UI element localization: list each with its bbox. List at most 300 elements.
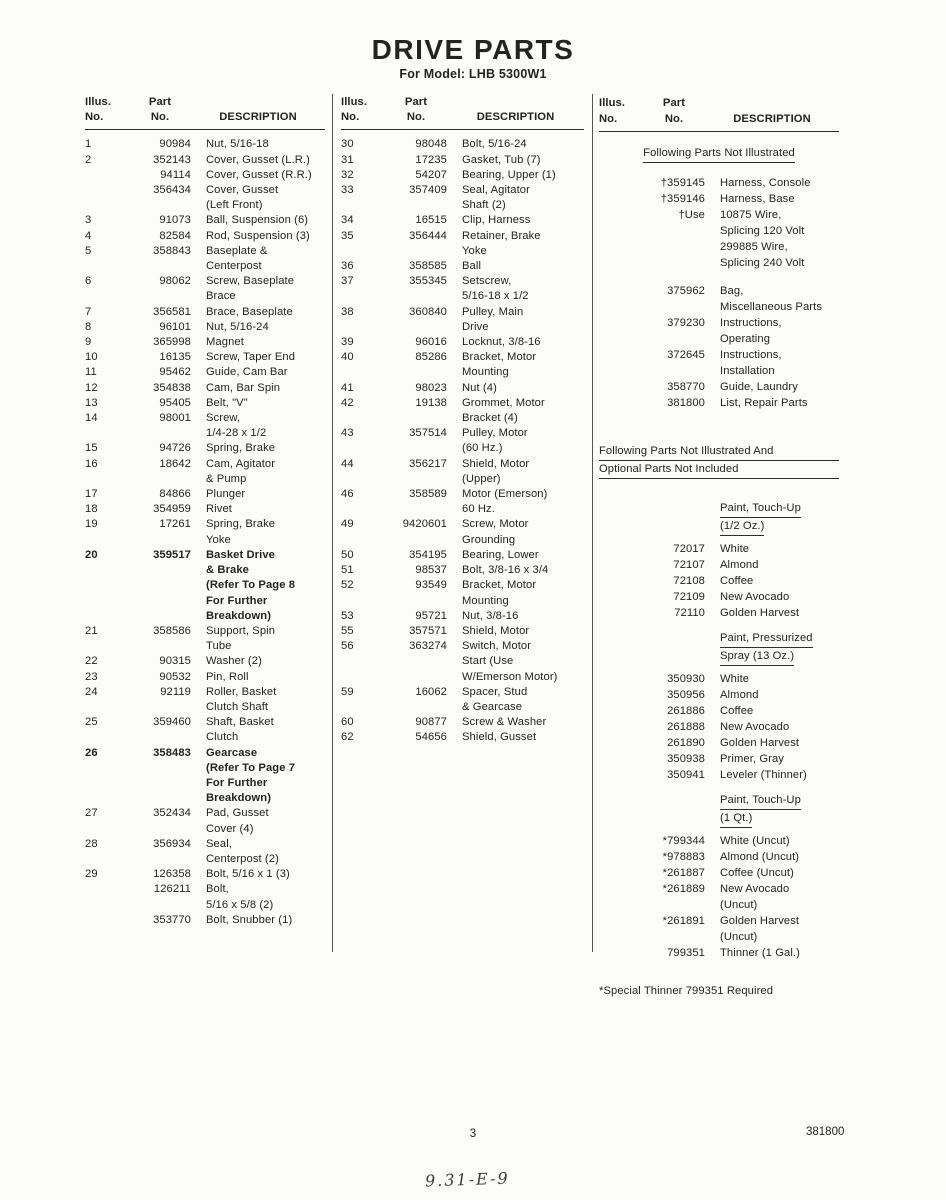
part-no-cell: 358585	[409, 260, 447, 273]
description-header: DESCRIPTION	[476, 111, 555, 124]
description-line: (Uncut)	[720, 931, 758, 943]
part-no-cell: 357514	[409, 427, 447, 440]
part-no-cell: 358483	[153, 746, 191, 759]
part-no-cell: 82584	[159, 229, 191, 242]
description-cell	[705, 703, 891, 719]
description-cell	[705, 767, 891, 783]
description-line: Plunger	[206, 488, 246, 501]
description-line: Cover (4)	[206, 822, 254, 835]
table-row	[599, 735, 891, 751]
section-header	[599, 145, 839, 163]
description-cell	[447, 274, 584, 304]
part-no-cell: 261886	[667, 705, 705, 717]
illus-no-cell: 12	[85, 381, 98, 394]
table-row	[85, 624, 325, 654]
description-cell	[447, 730, 584, 745]
table-row	[341, 213, 584, 228]
part-no-cell: 54207	[415, 168, 447, 181]
description-cell	[447, 715, 584, 730]
illus-no-cell: 44	[341, 457, 354, 470]
description-line: Thinner (1 Gal.)	[720, 947, 800, 959]
description-cell	[705, 735, 891, 751]
description-line: Installation	[720, 365, 775, 377]
table-row	[85, 441, 325, 456]
part-no-cell: 85286	[415, 351, 447, 364]
table-row	[341, 715, 584, 730]
subheader-line: (1 Qt.)	[720, 810, 891, 828]
table-row	[85, 365, 325, 380]
description-line: Nut (4)	[462, 381, 497, 394]
illus-no-cell: 26	[85, 746, 98, 759]
description-line: Coffee (Uncut)	[720, 867, 794, 879]
page-title: DRIVE PARTS	[371, 34, 575, 65]
table-row	[341, 578, 584, 608]
description-cell	[705, 865, 891, 881]
doc-number: 381800	[806, 1126, 845, 1138]
illus-no-cell: 1	[85, 138, 92, 151]
part-no-cell: 356581	[153, 305, 191, 318]
illus-no-cell	[599, 207, 643, 271]
table-row	[341, 335, 584, 350]
part-no-cell: 90532	[159, 670, 191, 683]
description-line: Shaft (2)	[462, 199, 506, 212]
description-cell	[705, 347, 891, 379]
description-line: Gearcase	[206, 746, 258, 759]
part-no-cell: 16062	[415, 685, 447, 698]
table-header	[599, 95, 839, 132]
description-cell	[447, 685, 584, 715]
part-no-cell: 98048	[415, 138, 447, 151]
description-cell	[447, 259, 584, 274]
description-line: Bearing, Upper (1)	[462, 168, 556, 181]
illus-no-cell: 42	[341, 396, 354, 409]
illus-no-cell	[599, 767, 643, 783]
description-cell	[191, 548, 325, 624]
spacer	[599, 411, 891, 437]
table-row	[599, 589, 891, 605]
part-no-cell: 357571	[409, 624, 447, 637]
description-line: Almond	[720, 689, 759, 701]
description-line: Bearing, Lower	[462, 548, 539, 561]
table-header	[341, 95, 584, 130]
section-header	[599, 443, 891, 479]
description-line: Brace, Baseplate	[206, 305, 293, 318]
description-line: Instructions,	[720, 349, 782, 361]
table-row	[85, 335, 325, 350]
part-no-cell: 381800	[667, 397, 705, 409]
description-cell	[447, 578, 584, 608]
description-cell	[191, 746, 325, 807]
table-row	[341, 168, 584, 183]
description-line: Spring, Brake	[206, 518, 276, 531]
description-line: Bag,	[720, 285, 744, 297]
description-line: (60 Hz.)	[462, 442, 503, 455]
subheader-line: Spray (13 Oz.)	[720, 648, 891, 666]
table-row	[341, 259, 584, 274]
description-cell	[705, 605, 891, 621]
illus-no-cell: 27	[85, 807, 98, 820]
table-row	[341, 350, 584, 380]
subheader-line: Paint, Touch-Up	[720, 792, 891, 810]
illus-no-header	[599, 95, 643, 127]
description-line: Coffee	[720, 705, 754, 717]
description-cell	[191, 168, 325, 183]
description-line: Pin, Roll	[206, 670, 249, 683]
description-line: Cam, Bar Spin	[206, 381, 281, 394]
description-line: 60 Hz.	[462, 503, 495, 516]
description-cell	[705, 751, 891, 767]
description-cell	[705, 175, 891, 191]
description-cell	[191, 517, 325, 547]
description-cell	[447, 213, 584, 228]
description-cell	[191, 320, 325, 335]
table-row	[341, 153, 584, 168]
parts-table-body	[341, 130, 584, 745]
table-row	[599, 703, 891, 719]
description-cell	[191, 305, 325, 320]
table-row	[341, 274, 584, 304]
part-no-cell: †359145	[660, 177, 705, 189]
part-no-cell: 126358	[153, 868, 191, 881]
description-cell	[191, 350, 325, 365]
illus-no-cell	[599, 833, 643, 849]
description-cell	[447, 563, 584, 578]
illus-no-cell: 31	[341, 153, 354, 166]
part-header-line1: Part	[662, 97, 686, 109]
table-row	[599, 207, 891, 271]
part-no-cell: 19138	[415, 396, 447, 409]
table-row	[85, 517, 325, 547]
table-row	[85, 168, 325, 183]
description-line: Centerpost (2)	[206, 852, 279, 865]
table-row	[85, 396, 325, 411]
description-line: Screw, Baseplate	[206, 275, 295, 288]
illus-no-cell	[599, 175, 643, 191]
description-cell	[447, 639, 584, 685]
part-no-cell: 360840	[409, 305, 447, 318]
description-line: Clip, Harness	[462, 214, 531, 227]
part-no-cell: 72017	[673, 543, 705, 555]
illus-no-cell: 14	[85, 412, 98, 425]
description-line: (Left Front)	[206, 199, 263, 212]
table-row	[341, 305, 584, 335]
parts-table-body	[85, 130, 325, 928]
table-row	[85, 137, 325, 152]
illus-no-cell: 10	[85, 351, 98, 364]
part-no-header	[643, 95, 705, 127]
table-row	[341, 457, 584, 487]
description-line: Operating	[720, 333, 771, 345]
description-line: Almond	[720, 559, 759, 571]
description-line: Pad, Gusset	[206, 807, 269, 820]
description-line: Golden Harvest	[720, 737, 800, 749]
part-no-cell: 359517	[153, 548, 191, 561]
description-line: Pulley, Main	[462, 305, 524, 318]
description-line: (Refer To Page 8	[206, 579, 296, 592]
illus-no-cell	[85, 882, 129, 912]
part-no-cell: 98001	[159, 412, 191, 425]
description-line: Screw, Taper End	[206, 351, 296, 364]
description-line: Rod, Suspension (3)	[206, 229, 310, 242]
description-cell	[705, 541, 891, 557]
doc-header	[0, 34, 946, 81]
part-no-cell: 93549	[415, 579, 447, 592]
description-line: New Avocado	[720, 721, 790, 733]
table-row	[85, 183, 325, 213]
description-line: Setscrew,	[462, 275, 512, 288]
part-no-cell: 126211	[153, 883, 191, 896]
description-line: Splicing 240 Volt	[720, 257, 805, 269]
description-line: For Further	[206, 776, 268, 789]
description-cell	[705, 881, 891, 913]
table-row	[85, 867, 325, 882]
description-line: Grounding	[462, 533, 516, 546]
description-cell	[191, 441, 325, 456]
part-no-cell: 9420601	[402, 518, 447, 531]
description-cell	[705, 283, 891, 315]
description-line: Baseplate &	[206, 244, 268, 257]
description-cell	[191, 183, 325, 213]
illus-no-cell	[85, 168, 129, 183]
description-line: & Gearcase	[462, 700, 523, 713]
illus-no-cell: 32	[341, 168, 354, 181]
description-line: Yoke	[462, 244, 487, 257]
illus-no-cell	[599, 379, 643, 395]
part-no-cell: 72107	[673, 559, 705, 571]
table-row	[599, 175, 891, 191]
illus-no-cell: 22	[85, 655, 98, 668]
table-row	[85, 548, 325, 624]
table-row	[599, 395, 891, 411]
description-line: Bracket (4)	[462, 412, 518, 425]
description-line: (Refer To Page 7	[206, 761, 296, 774]
part-no-cell: 94726	[159, 442, 191, 455]
description-cell	[191, 502, 325, 517]
table-header	[85, 95, 325, 130]
table-row	[341, 639, 584, 685]
part-no-cell: 91073	[159, 214, 191, 227]
part-no-cell: 356217	[409, 457, 447, 470]
part-no-cell: 16135	[159, 351, 191, 364]
part-header-line2: No.	[150, 111, 170, 124]
description-cell	[447, 517, 584, 547]
table-row	[599, 379, 891, 395]
illus-no-cell	[599, 865, 643, 881]
table-row	[341, 396, 584, 426]
description-line: Seal, Agitator	[462, 184, 530, 197]
description-line: Grommet, Motor	[462, 396, 545, 409]
part-no-cell: 356934	[153, 837, 191, 850]
table-row	[341, 563, 584, 578]
description-line: Bracket, Motor	[462, 579, 537, 592]
parts-table-body	[599, 132, 891, 999]
description-cell	[191, 381, 325, 396]
description-cell	[447, 350, 584, 380]
description-cell	[191, 837, 325, 867]
table-row	[599, 315, 891, 347]
parts-column-1	[85, 95, 325, 928]
footnote: *Special Thinner 799351 Required	[599, 985, 774, 997]
paint-subheader	[720, 792, 891, 828]
description-line: Locknut, 3/8-16	[462, 336, 541, 349]
part-no-cell: 352143	[153, 153, 191, 166]
description-line: Screw & Washer	[462, 716, 547, 729]
description-line: Pulley, Motor	[462, 427, 528, 440]
description-cell	[191, 487, 325, 502]
part-no-cell: 350930	[667, 673, 705, 685]
illus-no-cell: 24	[85, 685, 98, 698]
illus-no-cell	[85, 183, 129, 213]
part-no-cell: 350941	[667, 769, 705, 781]
description-line: 5/16-18 x 1/2	[462, 290, 529, 303]
part-no-cell: 356434	[153, 184, 191, 197]
part-no-cell: 98537	[415, 564, 447, 577]
illus-no-cell: 6	[85, 275, 92, 288]
table-row	[85, 837, 325, 867]
illus-no-cell	[599, 751, 643, 767]
parts-column-3	[599, 95, 891, 999]
table-row	[599, 541, 891, 557]
table-row	[85, 882, 325, 912]
table-row	[341, 730, 584, 745]
part-no-cell: 356444	[409, 229, 447, 242]
illus-no-cell: 59	[341, 685, 354, 698]
description-line: White (Uncut)	[720, 835, 790, 847]
illus-header-line2: No.	[341, 111, 360, 124]
illus-no-cell: 13	[85, 396, 98, 409]
part-no-cell: 72108	[673, 575, 705, 587]
illus-no-cell	[599, 913, 643, 945]
description-cell	[705, 573, 891, 589]
table-row	[599, 865, 891, 881]
description-line: Rivet	[206, 503, 232, 516]
description-cell	[705, 945, 891, 961]
description-cell	[447, 168, 584, 183]
illus-no-cell: 35	[341, 229, 354, 242]
description-line: Bolt, 5/16-24	[462, 138, 527, 151]
handwritten-note: 9.31-E-9	[424, 1168, 510, 1191]
illus-no-cell	[599, 191, 643, 207]
description-line: Belt, "V"	[206, 396, 248, 409]
description-line: Nut, 5/16-18	[206, 138, 269, 151]
description-line: Bolt,	[206, 883, 229, 896]
table-row	[85, 654, 325, 669]
part-no-cell: 72109	[673, 591, 705, 603]
part-no-cell: 90877	[415, 716, 447, 729]
part-no-cell: 363274	[409, 640, 447, 653]
column-divider	[332, 94, 333, 952]
description-cell	[705, 589, 891, 605]
description-cell	[705, 671, 891, 687]
part-no-cell: 365998	[153, 336, 191, 349]
description-line: (Upper)	[462, 472, 501, 485]
description-cell	[447, 548, 584, 563]
table-row	[85, 913, 325, 928]
description-line: Screw, Motor	[462, 518, 529, 531]
description-cell	[705, 315, 891, 347]
illus-no-cell: 28	[85, 837, 98, 850]
illus-no-cell: 5	[85, 244, 92, 257]
description-line: Magnet	[206, 336, 244, 349]
description-cell	[705, 557, 891, 573]
description-cell	[191, 882, 325, 912]
part-header-line2: No.	[664, 113, 684, 125]
illus-no-cell	[599, 735, 643, 751]
illus-no-cell: 2	[85, 153, 92, 166]
description-line: Shield, Gusset	[462, 731, 537, 744]
description-line: Guide, Laundry	[720, 381, 798, 393]
description-cell	[191, 685, 325, 715]
table-row	[85, 502, 325, 517]
table-row	[599, 767, 891, 783]
table-row	[85, 244, 325, 274]
table-row	[599, 881, 891, 913]
spacer	[599, 271, 891, 283]
table-row	[85, 685, 325, 715]
description-line: White	[720, 673, 750, 685]
paint-subheader	[720, 500, 891, 536]
table-row	[599, 283, 891, 315]
parts-column-2	[341, 95, 584, 746]
description-cell	[705, 379, 891, 395]
illus-no-cell	[599, 881, 643, 913]
description-line: Clutch	[206, 731, 239, 744]
part-no-cell: 90984	[159, 138, 191, 151]
illus-header-line1: Illus.	[85, 96, 112, 108]
description-line: Tube	[206, 640, 232, 653]
description-line: Gasket, Tub (7)	[462, 153, 541, 166]
table-row	[85, 457, 325, 487]
part-no-cell: 358843	[153, 244, 191, 257]
table-row	[85, 381, 325, 396]
spacer	[599, 163, 891, 175]
illus-no-cell: 36	[341, 260, 354, 273]
description-line: (Uncut)	[720, 899, 758, 911]
illus-no-cell	[599, 703, 643, 719]
illus-no-cell	[599, 347, 643, 379]
illus-no-cell	[599, 605, 643, 621]
description-cell	[191, 213, 325, 228]
illus-no-cell	[599, 589, 643, 605]
description-cell	[191, 274, 325, 304]
description-line: Cover, Gusset (R.R.)	[206, 168, 312, 181]
description-cell	[191, 715, 325, 745]
illus-no-cell: 62	[341, 731, 354, 744]
illus-no-cell: 34	[341, 214, 354, 227]
illus-no-cell: 18	[85, 503, 98, 516]
description-line: Brace	[206, 290, 236, 303]
description-cell	[447, 426, 584, 456]
illus-no-cell	[599, 687, 643, 703]
description-line: Golden Harvest	[720, 915, 800, 927]
description-line: Seal,	[206, 837, 232, 850]
illus-no-cell	[599, 315, 643, 347]
description-line: Centerpost	[206, 260, 262, 273]
table-row	[341, 183, 584, 213]
description-cell	[191, 244, 325, 274]
illus-no-cell: 4	[85, 229, 92, 242]
illus-no-cell: 40	[341, 351, 354, 364]
table-row	[599, 557, 891, 573]
description-cell	[191, 411, 325, 441]
description-line: Cover, Gusset	[206, 184, 279, 197]
description-cell	[191, 670, 325, 685]
illus-no-cell: 11	[85, 366, 97, 379]
description-cell	[447, 487, 584, 517]
description-cell	[191, 654, 325, 669]
description-line: Washer (2)	[206, 655, 262, 668]
description-line: List, Repair Parts	[720, 397, 808, 409]
